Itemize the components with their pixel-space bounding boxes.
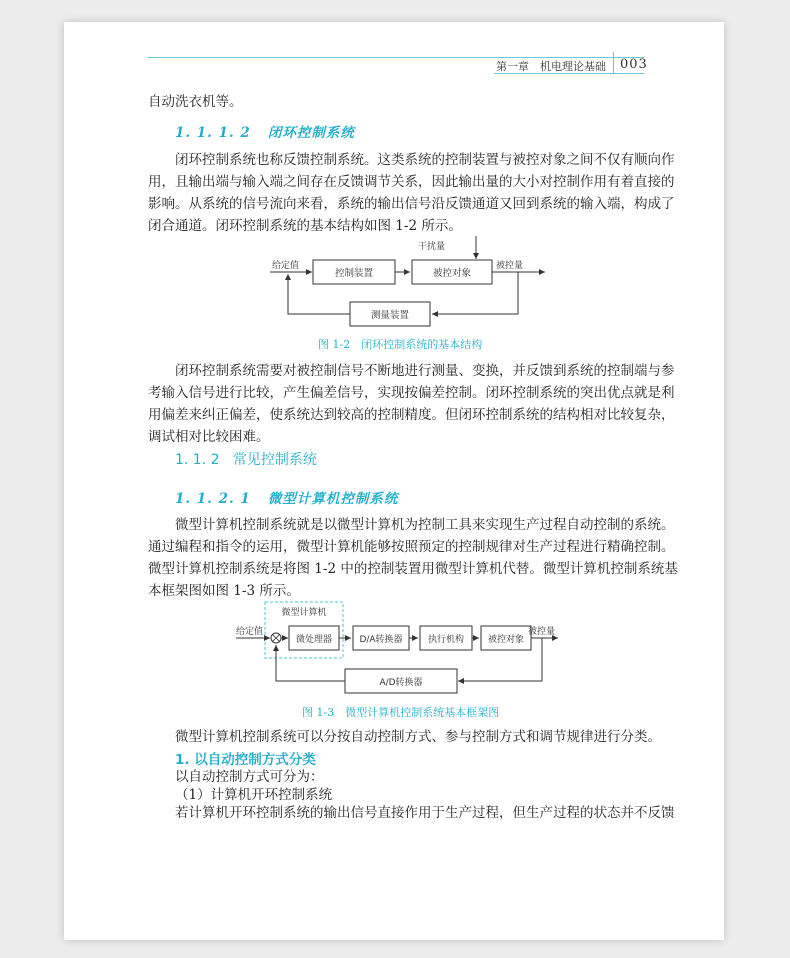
section-number: 1. 1. 2 xyxy=(175,452,220,468)
text-line: 闭环控制系统需要对被控制信号不断地进行测量、变换，并反馈到系统的控制端与参 xyxy=(175,363,675,379)
subheading-auto-control: 1. 以自动控制方式分类 xyxy=(175,752,316,768)
text-line: 调试相对比较困难。 xyxy=(148,429,270,445)
fig12-controller-label: 控制装置 xyxy=(334,268,374,279)
running-header: 第一章 机电理论基础 xyxy=(496,60,606,73)
figure-1-2-diagram xyxy=(260,232,560,332)
fig12-output-label: 被控量 xyxy=(496,261,524,271)
text-line: 若计算机开环控制系统的输出信号直接作用于生产过程，但生产过程的状态并不反馈 xyxy=(175,805,675,821)
text-line: 微型计算机控制系统是将图 1-2 中的控制装置用微型计算机代替。微型计算机控制系统基 xyxy=(148,561,678,577)
paragraph-intro: 自动洗衣机等。 xyxy=(148,94,243,110)
paragraph-classification: 微型计算机控制系统可以分按自动控制方式、参与控制方式和调节规律进行分类。 xyxy=(175,729,661,745)
fig13-dac-label: D/A转换器 xyxy=(359,635,403,645)
header-underline xyxy=(494,73,644,74)
section-title: 常见控制系统 xyxy=(232,452,317,468)
text-line: 闭合通道。闭环控制系统的基本结构如图 1-2 所示。 xyxy=(148,218,462,234)
text-line: 用，且输出端与输入端之间存在反馈调节关系，因此输出量的大小对控制作用有着直接的 xyxy=(148,174,675,190)
text-line: 影响。从系统的信号流向来看，系统的输出信号沿反馈通道又回到系统的输入端，构成了 xyxy=(148,196,675,212)
section-heading-1-1-2-1 xyxy=(175,487,398,507)
fig13-processor-label: 微处理器 xyxy=(295,635,333,645)
section-heading-1-1-1-2 xyxy=(175,121,355,141)
text-line: 本框架图如图 1-3 所示。 xyxy=(148,583,300,599)
fig13-output-label: 被控量 xyxy=(528,627,556,637)
figure-1-3-caption: 图 1-3 微型计算机控制系统基本框架图 xyxy=(302,706,500,719)
fig12-input-label: 给定值 xyxy=(272,261,300,271)
figure-1-3-diagram xyxy=(232,598,562,698)
section-title: 闭环控制系统 xyxy=(267,125,355,141)
text-line: 考输入信号进行比较，产生偏差信号，实现按偏差控制。闭环控制系统的突出优点就是利 xyxy=(148,385,675,401)
fig13-computer-label: 微型计算机 xyxy=(281,608,327,618)
fig13-input-label: 给定值 xyxy=(236,627,264,637)
fig12-sensor-label: 测量装置 xyxy=(370,310,410,321)
fig12-disturbance-label: 干扰量 xyxy=(418,242,446,252)
list-item-open-loop: （1）计算机开环控制系统 xyxy=(175,787,333,803)
fig13-adc-label: A/D转换器 xyxy=(379,678,423,688)
fig12-plant-label: 被控对象 xyxy=(432,268,472,279)
text-line: 通过编程和指令的运用，微型计算机能够按照预定的控制规律对生产过程进行精确控制。 xyxy=(148,539,675,555)
section-number: 1. 1. 2. 1 xyxy=(175,491,251,507)
text-line: 以自动控制方式可分为： xyxy=(175,769,324,785)
fig13-plant-label: 被控对象 xyxy=(487,635,525,645)
text-line: 用偏差来纠正偏差，使系统达到较高的控制精度。但闭环控制系统的结构相对比较复杂， xyxy=(148,407,675,423)
text-line: 微型计算机控制系统就是以微型计算机为控制工具来实现生产过程自动控制的系统。 xyxy=(175,517,675,533)
figure-1-2-caption: 图 1-2 闭环控制系统的基本结构 xyxy=(318,338,483,351)
page-number: 003 xyxy=(620,57,648,72)
section-title: 微型计算机控制系统 xyxy=(267,491,399,507)
section-number: 1. 1. 1. 2 xyxy=(175,125,251,141)
section-heading-1-1-2 xyxy=(175,449,317,469)
fig13-actuator-label: 执行机构 xyxy=(427,635,465,645)
text-line: 闭环控制系统也称反馈控制系统。这类系统的控制装置与被控对象之间不仅有顺向作 xyxy=(175,152,675,168)
header-divider xyxy=(613,52,614,74)
